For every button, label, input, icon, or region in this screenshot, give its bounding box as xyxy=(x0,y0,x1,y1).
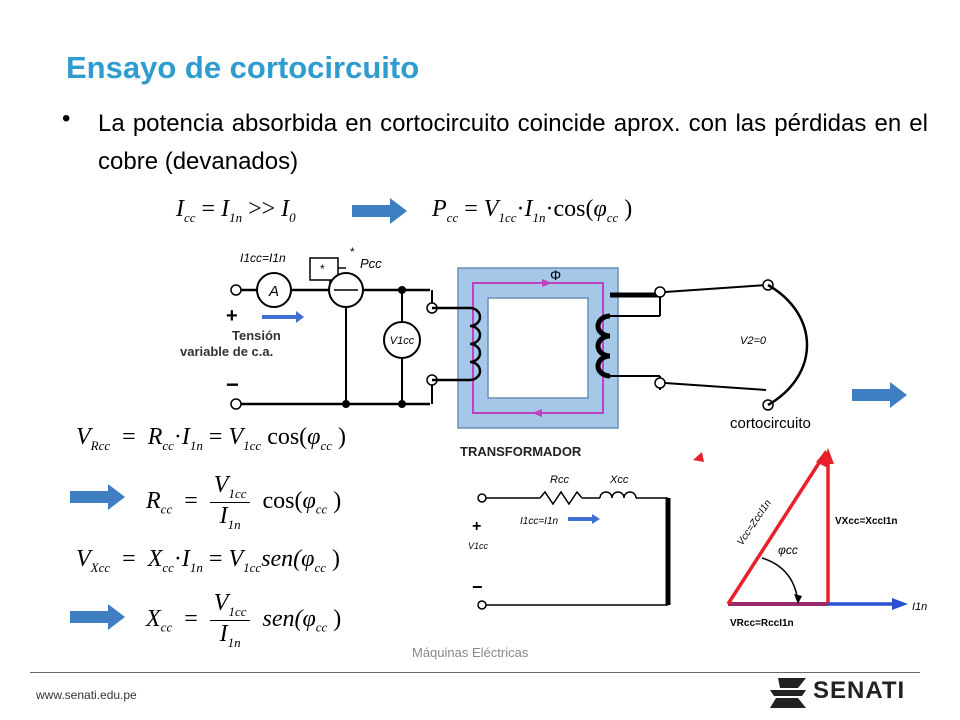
equivalent-circuit-diagram xyxy=(460,465,680,615)
current-label: I1cc=I1n xyxy=(240,251,286,265)
phasor-current-label: I1n xyxy=(912,601,928,613)
phasor-diagram xyxy=(690,440,950,640)
slide-title: Ensayo de cortocircuito xyxy=(66,50,420,85)
equiv-plus-sign: + xyxy=(472,518,482,535)
source-label-2: variable de c.a. xyxy=(180,344,274,359)
arrow-right-icon xyxy=(852,382,908,408)
equiv-voltage-label: V1cc xyxy=(468,541,489,551)
svg-text:*: * xyxy=(350,245,355,259)
equation-vxcc: $V_{Xcc} = X_{cc}\cdot I_{1n} = V_{1cc}sen(\varphi_{cc}$ ) xyxy=(76,546,340,575)
minus-sign: − xyxy=(226,372,239,397)
plus-sign: + xyxy=(226,305,238,327)
flux-label: Φ xyxy=(550,267,562,283)
wattmeter-label: Pcc xyxy=(360,256,382,271)
short-label: cortocircuito xyxy=(730,415,811,432)
equation-vrcc: $V_{Rcc} = R_{cc}\cdot I_{1n} = V_{1cc}$ $\cos(\varphi_{cc}$ ) xyxy=(76,424,346,453)
svg-text:*: * xyxy=(320,262,325,276)
rcc-label: Rcc xyxy=(550,474,569,486)
equation-xcc: $X_{cc}$ = $\frac{V_{1cc}}{I_{1n}}$ $sen(\varphi_{cc}$ ) xyxy=(146,590,342,650)
ammeter-label: A xyxy=(268,283,280,300)
xcc-label: Xcc xyxy=(610,474,629,486)
equiv-minus-sign: − xyxy=(472,577,483,597)
v2-label: V2=0 xyxy=(740,335,766,347)
bullet-marker: • xyxy=(62,105,71,132)
bullet-text: La potencia absorbida en cortocircuito coincide aprox. con las pérdidas en el cobre (devanados) xyxy=(98,110,928,175)
voltmeter-label: V1cc xyxy=(389,335,415,347)
test-circuit-diagram xyxy=(170,240,811,459)
senati-logo-icon xyxy=(768,676,808,710)
phi-label: φcc xyxy=(778,543,798,557)
hyp-label: Vcc=ZccI1n xyxy=(735,497,774,548)
equiv-current-label: I1cc=I1n xyxy=(520,516,559,527)
arrow-right-icon xyxy=(352,198,408,224)
footer-divider xyxy=(30,672,920,673)
arrow-right-icon xyxy=(70,484,126,510)
footer-url: www.senati.edu.pe xyxy=(36,688,137,702)
vr-label: VRcc=RccI1n xyxy=(730,618,794,629)
equation-rcc: $R_{cc}$ = $\frac{V_{1cc}}{I_{1n}}$ $\cos(\varphi_{cc}$ ) xyxy=(146,472,342,532)
transformer-label: TRANSFORMADOR xyxy=(460,444,582,459)
equation-power: $P_{cc} = V_{1cc}\cdot I_{1n}\cdot\cos(\varphi_{cc}$ ) xyxy=(432,196,633,225)
footer-subject: Máquinas Eléctricas xyxy=(412,645,529,660)
senati-logo-text: SENATI xyxy=(813,677,906,704)
equation-current: $I_{cc} = I_{1n} >> I_0$ xyxy=(176,196,296,225)
vx-label: VXcc=XccI1n xyxy=(835,516,898,527)
source-label-1: Tensión xyxy=(232,328,281,343)
arrow-right-icon xyxy=(70,604,126,630)
